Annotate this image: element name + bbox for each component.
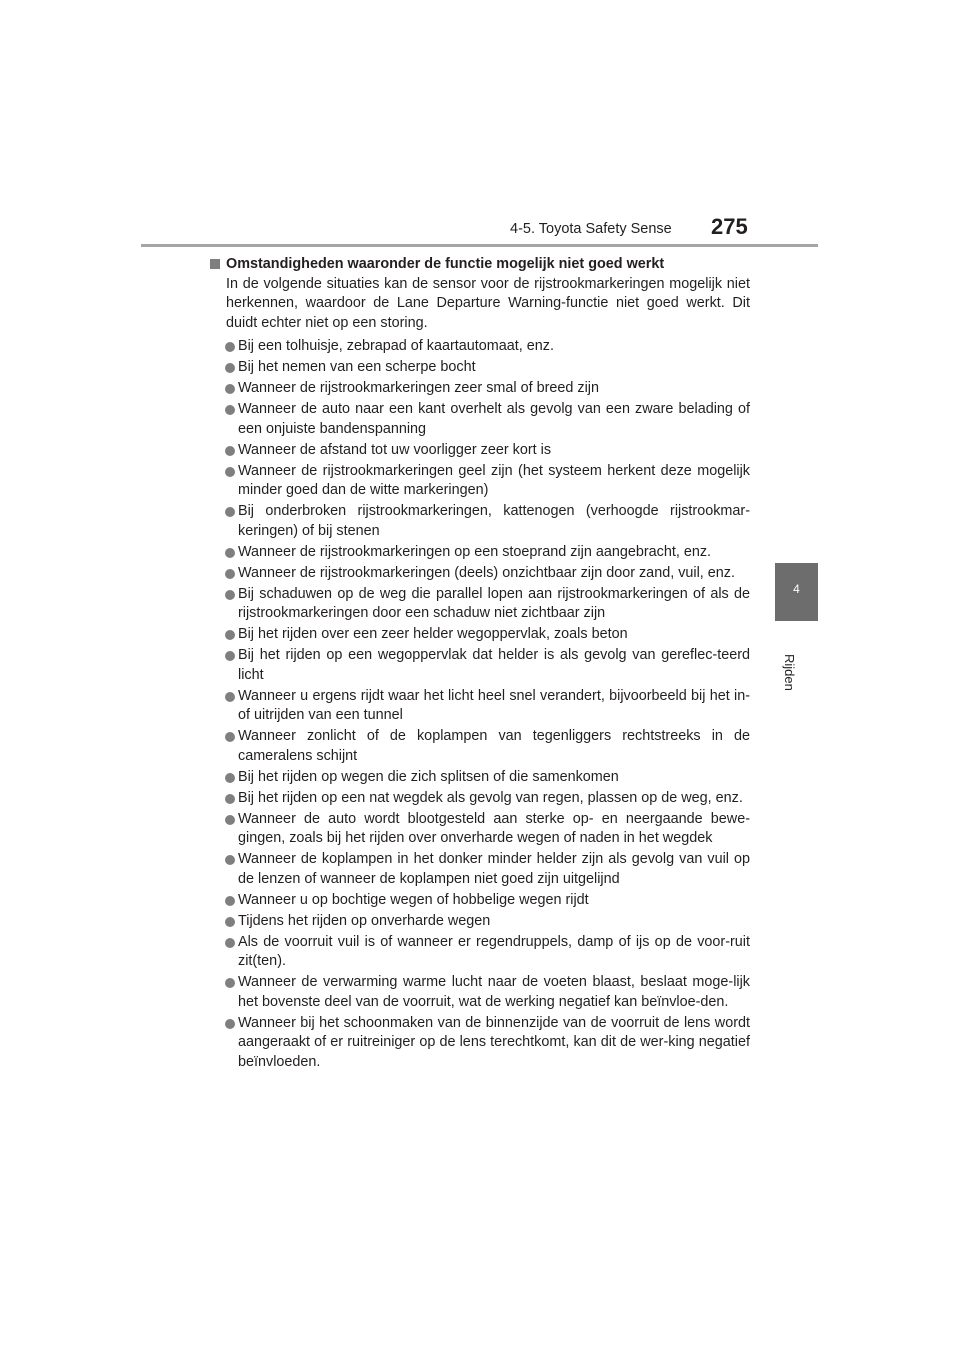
- list-item: [210, 891, 750, 911]
- list-item: [210, 768, 750, 788]
- list-item-text: Bij het nemen van een scherpe bocht: [238, 359, 476, 375]
- round-bullet-icon: [225, 855, 235, 865]
- list-item: [210, 850, 750, 889]
- list-item-text: Bij het rijden op wegen die zich splitsen of die samenkomen: [238, 768, 619, 785]
- round-bullet-icon: [225, 815, 235, 825]
- list-item-text: Wanneer u ergens rijdt waar het licht heel snel verandert, bijvoorbeeld bij het in- of uitrijden van een tunnel: [238, 687, 750, 723]
- round-bullet-icon: [225, 446, 235, 456]
- section-heading: [210, 255, 750, 275]
- round-bullet-icon: [225, 651, 235, 661]
- page-number: 275: [711, 214, 748, 239]
- list-item-text: Wanneer de auto naar een kant overhelt als gevolg van een zware belading of een onjuiste bandenspanning: [238, 401, 750, 437]
- round-bullet-icon: [225, 1019, 235, 1029]
- list-item: [210, 337, 750, 357]
- round-bullet-icon: [225, 794, 235, 804]
- list-item-text: Wanneer de afstand tot uw voorligger zeer kort is: [238, 441, 552, 458]
- list-item-text: Wanneer u op bochtige wegen of hobbelige wegen rijdt: [238, 891, 589, 908]
- list-item-text: Bij onderbroken rijstrookmarkeringen, kattenogen (verhoogde rijstrookmar-keringen) of bij stenen: [238, 503, 750, 539]
- round-bullet-icon: [225, 467, 235, 477]
- round-bullet-icon: [225, 548, 235, 558]
- round-bullet-icon: [225, 342, 235, 352]
- list-item-text: Wanneer de verwarming warme lucht naar de voeten blaast, beslaat moge-lijk het bovenste deel van de voorruit, wat de werking negatief kan beïnvloe-den.: [238, 974, 750, 1010]
- round-bullet-icon: [225, 630, 235, 640]
- list-item: [210, 646, 750, 685]
- list-item: [210, 502, 750, 541]
- round-bullet-icon: [225, 590, 235, 600]
- round-bullet-icon: [225, 569, 235, 579]
- list-item-text: Wanneer de auto wordt blootgesteld aan sterke op- en neergaande bewe-gingen, zoals bij het rijden over onverharde wegen of naden in het wegdek: [238, 810, 750, 846]
- round-bullet-icon: [225, 938, 235, 948]
- list-item: [210, 462, 750, 501]
- list-item: [210, 727, 750, 766]
- list-item: [210, 687, 750, 726]
- round-bullet-icon: [225, 896, 235, 906]
- header-divider: [141, 244, 818, 247]
- list-item: [210, 585, 750, 624]
- round-bullet-icon: [225, 507, 235, 517]
- list-item: [210, 358, 750, 378]
- list-item: [210, 912, 750, 932]
- page-header: [0, 0, 960, 250]
- list-item-text: Bij het rijden over een zeer helder wegoppervlak, zoals beton: [238, 626, 628, 642]
- list-item-text: Wanneer de rijstrookmarkeringen zeer smal of breed zijn: [238, 380, 599, 396]
- list-item-text: Wanneer de rijstrookmarkeringen geel zijn (het systeem herkent deze mogelijk minder goed dan de witte markeringen): [238, 462, 750, 498]
- main-content: [210, 255, 750, 1074]
- list-item: [210, 933, 750, 972]
- list-item-text: Wanneer bij het schoonmaken van de binnenzijde van de voorruit de lens wordt aangeraakt of er ruitreiniger op de lens terechtkomt, kan dit de wer-king negatief beïnvloeden.: [238, 1014, 750, 1070]
- round-bullet-icon: [225, 978, 235, 988]
- section-heading-text: Omstandigheden waaronder de functie mogelijk niet goed werkt: [226, 256, 665, 272]
- round-bullet-icon: [225, 363, 235, 373]
- square-bullet-icon: [210, 259, 220, 269]
- list-item: [210, 1014, 750, 1073]
- list-item-text: Bij het rijden op een wegoppervlak dat helder is als gevolg van gereflec-teerd licht: [238, 647, 750, 683]
- list-item-text: Bij een tolhuisje, zebrapad of kaartautomaat, enz.: [238, 338, 554, 354]
- chapter-label: Rijden: [782, 654, 797, 691]
- intro-paragraph: In de volgende situaties kan de sensor voor de rijstrookmarkeringen mogelijk niet herkennen, waardoor de Lane Departure Warning-functie niet goed werkt. Dit duidt echter niet op een storing.: [226, 275, 750, 331]
- list-item: [210, 441, 750, 461]
- list-item: [210, 789, 750, 809]
- list-item-text: Tijdens het rijden op onverharde wegen: [238, 912, 491, 929]
- list-item-text: Wanneer zonlicht of de koplampen van tegenliggers rechtstreeks in de cameralens schijnt: [238, 728, 750, 764]
- condition-list: [210, 337, 750, 1072]
- round-bullet-icon: [225, 732, 235, 742]
- chapter-number: 4: [793, 582, 800, 596]
- round-bullet-icon: [225, 773, 235, 783]
- list-item: [210, 973, 750, 1012]
- round-bullet-icon: [225, 917, 235, 927]
- round-bullet-icon: [225, 692, 235, 702]
- list-item-text: Wanneer de koplampen in het donker minder helder zijn als gevolg van vuil op de lenzen of wanneer de koplampen niet goed zijn uitgelijnd: [238, 851, 750, 887]
- chapter-tab: [775, 563, 818, 621]
- round-bullet-icon: [225, 405, 235, 415]
- list-item-text: Bij het rijden op een nat wegdek als gevolg van regen, plassen op de weg, enz.: [238, 789, 743, 806]
- list-item: [210, 379, 750, 399]
- list-item: [210, 564, 750, 584]
- list-item: [210, 400, 750, 439]
- list-item-text: Wanneer de rijstrookmarkeringen (deels) onzichtbaar zijn door zand, vuil, enz.: [238, 564, 735, 581]
- list-item: [210, 810, 750, 849]
- round-bullet-icon: [225, 384, 235, 394]
- section-title: 4-5. Toyota Safety Sense: [510, 221, 672, 237]
- list-item-text: Bij schaduwen op de weg die parallel lopen aan rijstrookmarkeringen of als de rijstrookmarkeringen door een schaduw niet zichtbaar zijn: [238, 585, 750, 621]
- list-item: [210, 543, 750, 563]
- list-item-text: Als de voorruit vuil is of wanneer er regendruppels, damp of ijs op de voor-ruit zit(ten).: [238, 933, 750, 969]
- list-item-text: Wanneer de rijstrookmarkeringen op een stoeprand zijn aangebracht, enz.: [238, 543, 712, 560]
- list-item: [210, 625, 750, 645]
